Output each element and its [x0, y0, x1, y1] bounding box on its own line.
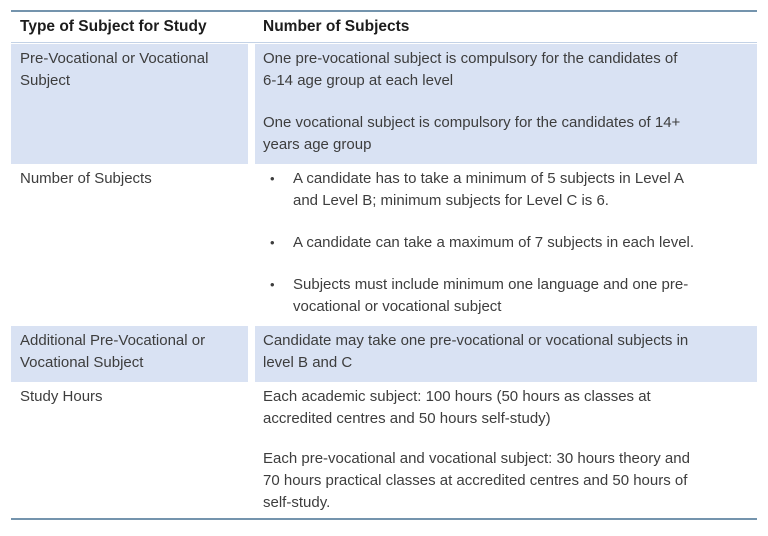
bullet-item: [263, 274, 751, 318]
paragraph: [263, 330, 751, 374]
text-line: level B and C: [263, 354, 353, 371]
row-label: Pre-Vocational or Vocational Subject: [11, 44, 248, 164]
table-header-row: [11, 10, 757, 43]
table-row-number-of-subjects: [11, 164, 757, 326]
text-line: One vocational subject is compulsory for the candidates of 14+: [263, 114, 681, 131]
table-row-pre-vocational: [11, 44, 757, 164]
bullet-text: [293, 274, 688, 318]
bullet-icon: •: [270, 277, 275, 292]
header-cell-number-of-subjects: Number of Subjects: [263, 18, 410, 35]
text-line: vocational or vocational subject: [293, 298, 502, 315]
text-line: 70 hours practical classes at accredited centres and 50 hours of: [263, 472, 688, 489]
bullet-text: [293, 168, 684, 212]
text-line: self-study.: [263, 494, 331, 511]
table-bottom-rule: [11, 518, 757, 520]
row-content: [255, 164, 757, 326]
paragraph: [263, 112, 751, 156]
paragraph: [263, 48, 751, 92]
bullet-item: [263, 168, 751, 212]
row-content: [255, 382, 757, 518]
text-line: and Level B; minimum subjects for Level C is 6.: [293, 192, 609, 209]
text-line: accredited centres and 50 hours self-study): [263, 410, 551, 427]
text-line: Each pre-vocational and vocational subject: 30 hours theory and: [263, 450, 690, 467]
row-content: [255, 326, 757, 382]
header-cell-type-of-subject: Type of Subject for Study: [20, 18, 207, 35]
text-line: A candidate has to take a minimum of 5 subjects in Level A: [293, 170, 685, 187]
bullet-icon: •: [270, 235, 275, 250]
subjects-table: [11, 10, 757, 520]
paragraph: [263, 386, 751, 430]
text-line: One pre-vocational subject is compulsory for the candidates of: [263, 50, 678, 67]
table-row-study-hours: [11, 382, 757, 518]
bullet-item: [263, 232, 751, 254]
text-line: Subjects must include minimum one language and one pre-: [293, 276, 689, 293]
bullet-icon: •: [270, 171, 275, 186]
paragraph: [263, 448, 751, 514]
text-line: 6-14 age group at each level: [263, 72, 454, 89]
bullet-text: [293, 232, 694, 254]
row-label: Additional Pre-Vocational or Vocational Subject: [11, 326, 248, 382]
row-content: [255, 44, 757, 164]
text-line: years age group: [263, 136, 372, 153]
text-line: Candidate may take one pre-vocational or vocational subjects in: [263, 332, 689, 349]
table-row-additional-pre-vocational: [11, 326, 757, 382]
text-line: A candidate can take a maximum of 7 subjects in each level.: [293, 234, 695, 251]
row-label: Study Hours: [20, 388, 103, 405]
text-line: Each academic subject: 100 hours (50 hours as classes at: [263, 388, 651, 405]
row-label: Number of Subjects: [20, 170, 152, 187]
